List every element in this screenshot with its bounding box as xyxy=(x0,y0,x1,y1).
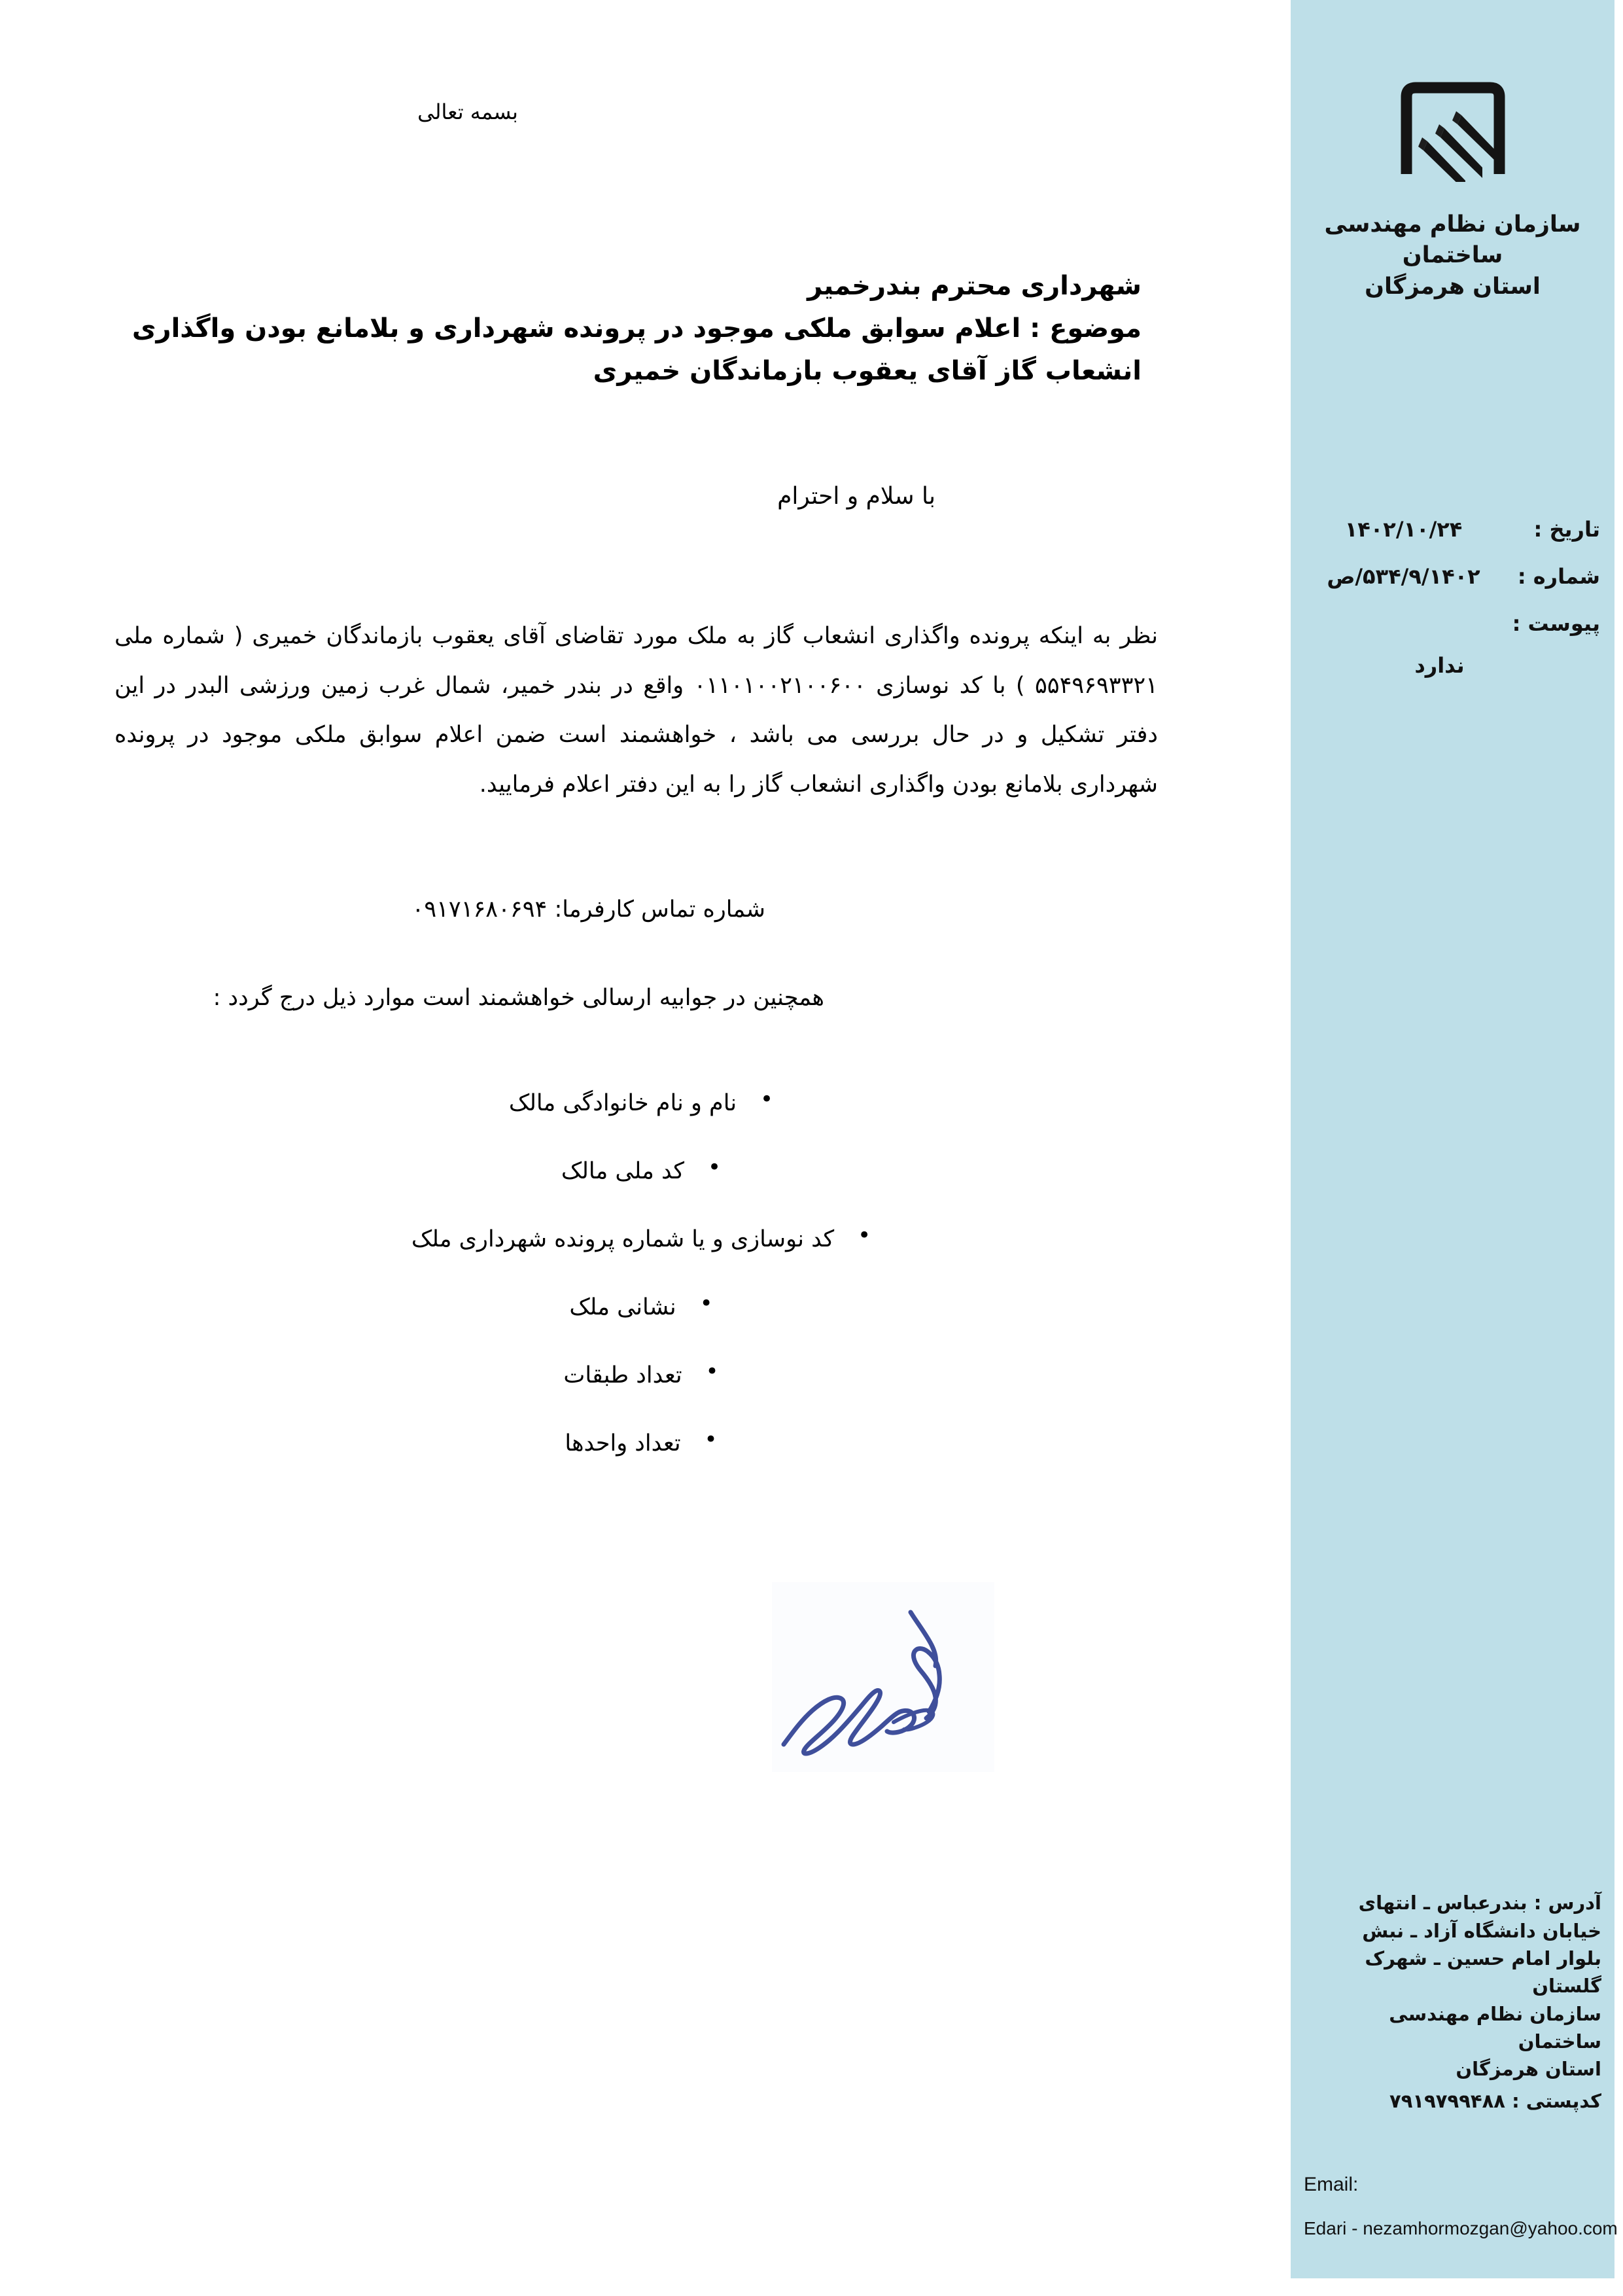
organization-name xyxy=(1296,209,1609,302)
address-line-1: آدرس : بندرعباس ـ انتهای xyxy=(1358,1892,1601,1915)
handwritten-signature-icon xyxy=(772,1582,994,1772)
requirements-intro: همچنین در جوابیه ارسالی خواهشمند است موارد ذیل درج گردد : xyxy=(213,985,824,1011)
address-line-4: گلستان xyxy=(1532,1975,1601,1998)
requirement-text: • کد نوسازی و یا شماره پرونده شهرداری ملک xyxy=(411,1226,871,1253)
list-item xyxy=(0,1430,1282,1457)
requirement-text: • نام و نام خانوادگی مالک xyxy=(509,1089,773,1117)
address-line-2: خیابان دانشگاه آزاد ـ نبش xyxy=(1362,1919,1601,1942)
requirement-text: • کد ملی مالک xyxy=(561,1157,721,1185)
employer-contact-line: شماره تماس کارفرما: ۰۹۱۷۱۶۸۰۶۹۴ xyxy=(411,896,765,923)
address-block xyxy=(1306,1889,1601,2115)
postal-code: کدپستی : ۷۹۱۹۷۹۹۴۸۸ xyxy=(1389,2089,1601,2112)
organization-name-line2: استان هرمزگان xyxy=(1365,273,1541,300)
building-beams-logo-icon xyxy=(1384,77,1522,182)
letter-heading-block xyxy=(118,265,1142,392)
number-label: شماره : xyxy=(1517,564,1600,589)
requirement-text: • تعداد طبقات xyxy=(563,1362,718,1389)
date-value: ۱۴۰۲/۱۰/۲۴ xyxy=(1344,517,1463,542)
greeting-line: با سلام و احترام xyxy=(777,483,935,510)
attachment-value: ندارد xyxy=(1414,653,1465,678)
number-value: ۵۳۴/۹/۱۴۰۲/ص xyxy=(1327,564,1480,589)
address-line-6: استان هرمزگان xyxy=(1456,2058,1601,2081)
list-item xyxy=(0,1362,1282,1389)
subject-line: موضوع : اعلام سوابق ملکی موجود در پرونده شهرداری و بلامانع بودن واگذاری انشعاب گاز آقای یعقوب بازماندگان خمیری xyxy=(131,313,1142,386)
attachment-label: پیوست : xyxy=(1512,611,1600,636)
address-line-5: سازمان نظام مهندسی ساختمان xyxy=(1389,2002,1601,2053)
requirements-list xyxy=(0,1089,1282,1498)
meta-row-number xyxy=(1305,564,1600,594)
requirement-text: • نشانی ملک xyxy=(569,1294,712,1321)
list-item xyxy=(0,1294,1282,1321)
meta-row-date xyxy=(1305,517,1600,547)
signature-block xyxy=(772,1582,994,1772)
address-line-3: بلوار امام حسین ـ شهرک xyxy=(1365,1947,1601,1970)
email-label: Email: xyxy=(1304,2174,1359,2195)
email-address[interactable]: Edari - nezamhormozgan@yahoo.com xyxy=(1304,2218,1618,2238)
email-block xyxy=(1304,2174,1618,2239)
meta-row-attachment xyxy=(1305,611,1600,641)
body-paragraph: نظر به اینکه پرونده واگذاری انشعاب گاز به ملک مورد تقاضای آقای یعقوب بازماندگان خمیری ( شماره ملی ۵۵۴۹۶۹۳۳۲۱ ) با کد نوسازی ۰۱۱۰۱۰۰۲۱۰۰۶۰۰ واقع در بندر خمیر، شمال غرب زمین ورزشی البدر در این دفتر تشکیل و در حال بررسی می باشد ، خواهشمند است ضمن اعلام سوابق ملکی موجود در پرونده شهرداری بلامانع بودن واگذاری انشعاب گاز را به این دفتر اعلام فرمایید. xyxy=(114,623,1158,798)
organization-name-line1: سازمان نظام مهندسی ساختمان xyxy=(1324,211,1581,269)
letterhead-sidebar xyxy=(1291,0,1618,2278)
date-label: تاریخ : xyxy=(1533,517,1600,542)
logo-container xyxy=(1291,77,1614,182)
recipient-line: شهرداری محترم بندرخمیر xyxy=(807,271,1142,301)
letter-meta-block xyxy=(1305,517,1600,678)
list-item xyxy=(0,1089,1282,1117)
list-item xyxy=(0,1226,1282,1253)
requirement-text: • تعداد واحدها xyxy=(565,1430,717,1457)
basmala-invocation: بسمه تعالی xyxy=(417,99,518,124)
list-item xyxy=(0,1157,1282,1185)
